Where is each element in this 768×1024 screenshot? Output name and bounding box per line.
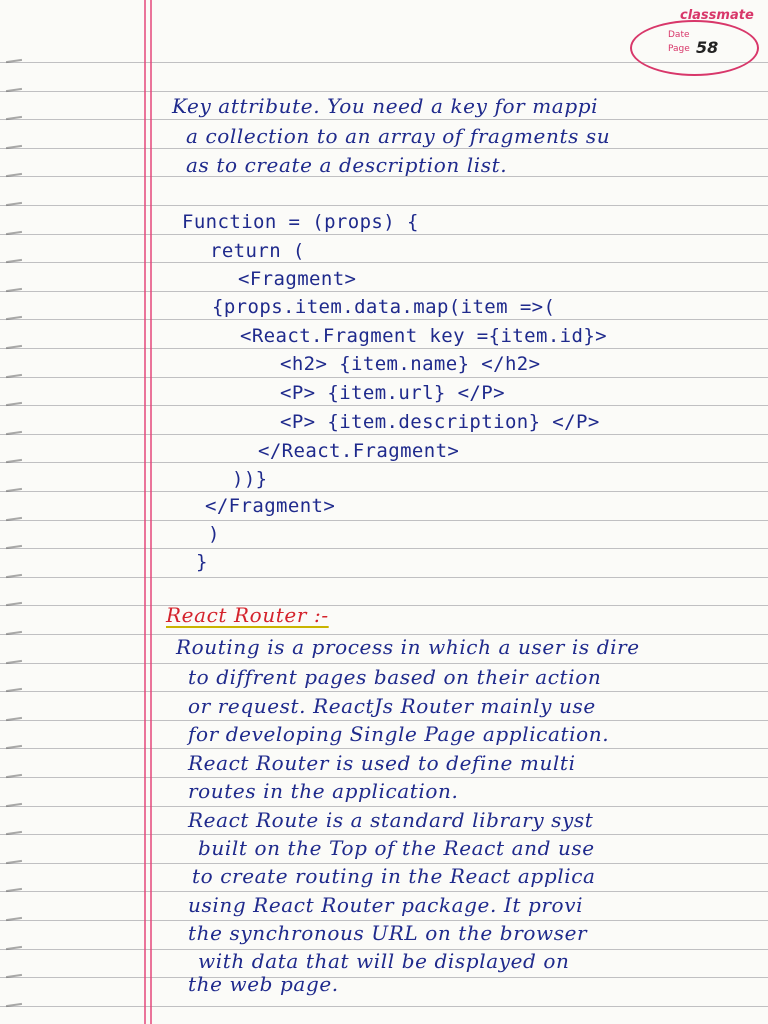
- page-label: Page: [668, 44, 690, 54]
- ruled-line: [0, 262, 768, 263]
- code-line: Function = (props) {: [182, 211, 419, 233]
- ruled-line: [0, 348, 768, 349]
- ruled-line: [0, 748, 768, 749]
- code-line: ): [208, 523, 220, 545]
- ruled-line: [0, 234, 768, 235]
- ruled-line: [0, 434, 768, 435]
- ruled-line: [0, 834, 768, 835]
- code-line: </Fragment>: [205, 495, 336, 517]
- text-line: the web page.: [188, 972, 339, 996]
- margin-line: [144, 0, 146, 1024]
- text-line: to create routing in the React applica: [192, 864, 596, 888]
- code-line: ))}: [232, 468, 268, 490]
- page-number: 58: [696, 38, 719, 57]
- text-line: using React Router package. It provi: [188, 893, 584, 917]
- text-line: to diffrent pages based on their action: [188, 665, 602, 689]
- ruled-line: [0, 319, 768, 320]
- code-line: <P> {item.url} </P>: [280, 382, 505, 404]
- ruled-line: [0, 91, 768, 92]
- ruled-line: [0, 291, 768, 292]
- code-line: <Fragment>: [238, 268, 357, 290]
- ruled-line: [0, 891, 768, 892]
- ruled-line: [0, 205, 768, 206]
- date-label: Date: [668, 30, 690, 40]
- text-line: React Route is a standard library syst: [188, 808, 594, 832]
- code-line: {props.item.data.map(item =>(: [212, 296, 556, 318]
- ruled-line: [0, 720, 768, 721]
- brand-logo: classmate: [680, 8, 754, 23]
- text-line: Key attribute. You need a key for mappi: [172, 94, 599, 118]
- text-line: with data that will be displayed on: [198, 949, 570, 973]
- stamp-oval: [630, 20, 759, 76]
- page-stamp: [630, 6, 760, 76]
- text-line: routes in the application.: [188, 779, 459, 803]
- ruled-line: [0, 777, 768, 778]
- text-line: or request. ReactJs Router mainly use: [188, 694, 596, 718]
- code-line: <React.Fragment key ={item.id}>: [240, 325, 608, 347]
- ruled-line: [0, 605, 768, 606]
- text-line: a collection to an array of fragments su: [186, 124, 611, 148]
- ruled-line: [0, 520, 768, 521]
- ruled-line: [0, 663, 768, 664]
- text-line: Routing is a process in which a user is dire: [176, 635, 640, 659]
- ruled-line: [0, 577, 768, 578]
- ruled-line: [0, 1006, 768, 1007]
- section-heading: React Router :-: [166, 603, 329, 627]
- text-line: React Router is used to define multi: [188, 751, 576, 775]
- text-line: built on the Top of the React and use: [198, 836, 595, 860]
- ruled-line: [0, 119, 768, 120]
- text-line: as to create a description list.: [186, 153, 508, 177]
- code-line: return (: [210, 240, 305, 262]
- ruled-line: [0, 548, 768, 549]
- ruled-line: [0, 691, 768, 692]
- margin-line-inner: [150, 0, 152, 1024]
- code-line: <P> {item.description} </P>: [280, 411, 600, 433]
- code-line: }: [196, 551, 208, 573]
- ruled-line: [0, 377, 768, 378]
- ruled-line: [0, 806, 768, 807]
- ruled-line: [0, 405, 768, 406]
- ruled-line: [0, 977, 768, 978]
- ruled-line: [0, 491, 768, 492]
- code-line: </React.Fragment>: [258, 440, 460, 462]
- code-line: <h2> {item.name} </h2>: [280, 353, 541, 375]
- text-line: for developing Single Page application.: [188, 722, 610, 746]
- ruled-line: [0, 148, 768, 149]
- text-line: the synchronous URL on the browser: [188, 921, 588, 945]
